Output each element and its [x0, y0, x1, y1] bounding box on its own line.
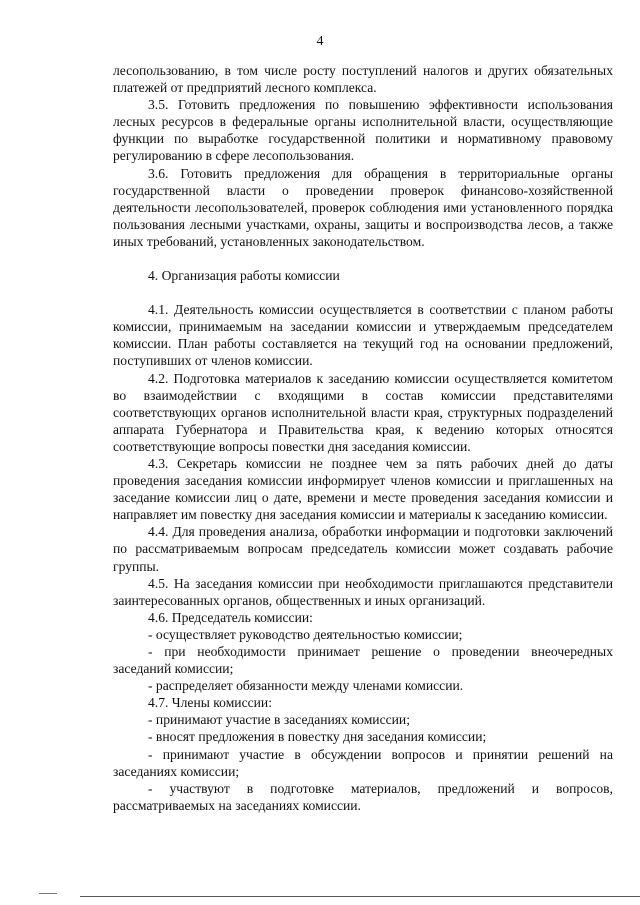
paragraph-4-1: 4.1. Деятельность комиссии осуществляется в соответствии с планом работы комиссии, принимаемым на заседании комиссии и утверждаемым председателем комиссии. План работы составляется на текущий год на основании предложений, поступивших от членов комиссии.: [113, 302, 613, 369]
scan-bottom-line: [80, 896, 640, 897]
paragraph-3-6: 3.6. Готовить предложения для обращения в территориальные органы государственной власти о проведении проверок финансово-хозяйственной деятельности лесопользователей, проверок соблюдения ими установленного порядка пользования лесными участками, охраны, защиты и воспроизводства лесов, а также иных требований, установленных законодательством.: [113, 165, 613, 249]
list-item-members-3: - принимают участие в обсуждении вопросов и принятии решений на заседаниях комиссии;: [113, 746, 613, 779]
list-item-chairman-1: - осуществляет руководство деятельностью комиссии;: [148, 626, 463, 642]
list-item-chairman-3: - распределяет обязанности между членами комиссии.: [148, 678, 464, 694]
document-body: [113, 62, 613, 814]
paragraph-4-5: 4.5. На заседания комиссии при необходимости приглашаются представители заинтересованных органов, общественных и иных организаций.: [113, 575, 613, 608]
paragraph-4-4: 4.4. Для проведения анализа, обработки информации и подготовки заключений по рассматриваемым вопросам председатель комиссии может создавать рабочие группы.: [113, 524, 613, 574]
paragraph-4-2: 4.2. Подготовка материалов к заседанию комиссии осуществляется комитетом во взаимодействии с входящими в состав комиссии представителями соответствующих органов исполнительной власти края, структурных подразделений аппарата Губернатора и Правительства края, к ведению которых относятся соответствующие вопросы повестки дня заседания комиссии.: [113, 370, 613, 454]
paragraph-4-3: 4.3. Секретарь комиссии не позднее чем за пять рабочих дней до даты проведения заседания комиссии информирует членов комиссии и приглашенных на заседание комиссии лиц о дате, времени и месте проведения заседания комиссии и направляет им повестку дня заседания комиссии и материалы к заседанию комиссии.: [113, 455, 613, 523]
list-item-members-4: - участвуют в подготовке материалов, предложений и вопросов, рассматриваемых на заседаниях комиссии.: [113, 780, 613, 813]
paragraph-4-7: 4.7. Члены комиссии:: [148, 695, 272, 711]
list-item-members-2: - вносят предложения в повестку дня заседания комиссии;: [148, 729, 487, 745]
page-number: 4: [316, 34, 324, 49]
scan-edge-mark: [39, 893, 57, 894]
paragraph-continuation: лесопользованию, в том числе росту поступлений налогов и других обязательных платежей от предприятий лесного комплекса.: [113, 63, 613, 96]
list-item-members-1: - принимают участие в заседаниях комиссии;: [148, 712, 410, 728]
section-heading-4: 4. Организация работы комиссии: [148, 268, 340, 284]
paragraph-4-6: 4.6. Председатель комиссии:: [148, 609, 313, 625]
list-item-chairman-2: - при необходимости принимает решение о проведении внеочередных заседаний комиссии;: [113, 644, 613, 677]
paragraph-3-5: 3.5. Готовить предложения по повышению эффективности использования лесных ресурсов в федеральные органы исполнительной власти, осуществляющие функции по выработке государственной политики и нормативному правовому регулированию в сфере лесопользования.: [113, 97, 613, 164]
